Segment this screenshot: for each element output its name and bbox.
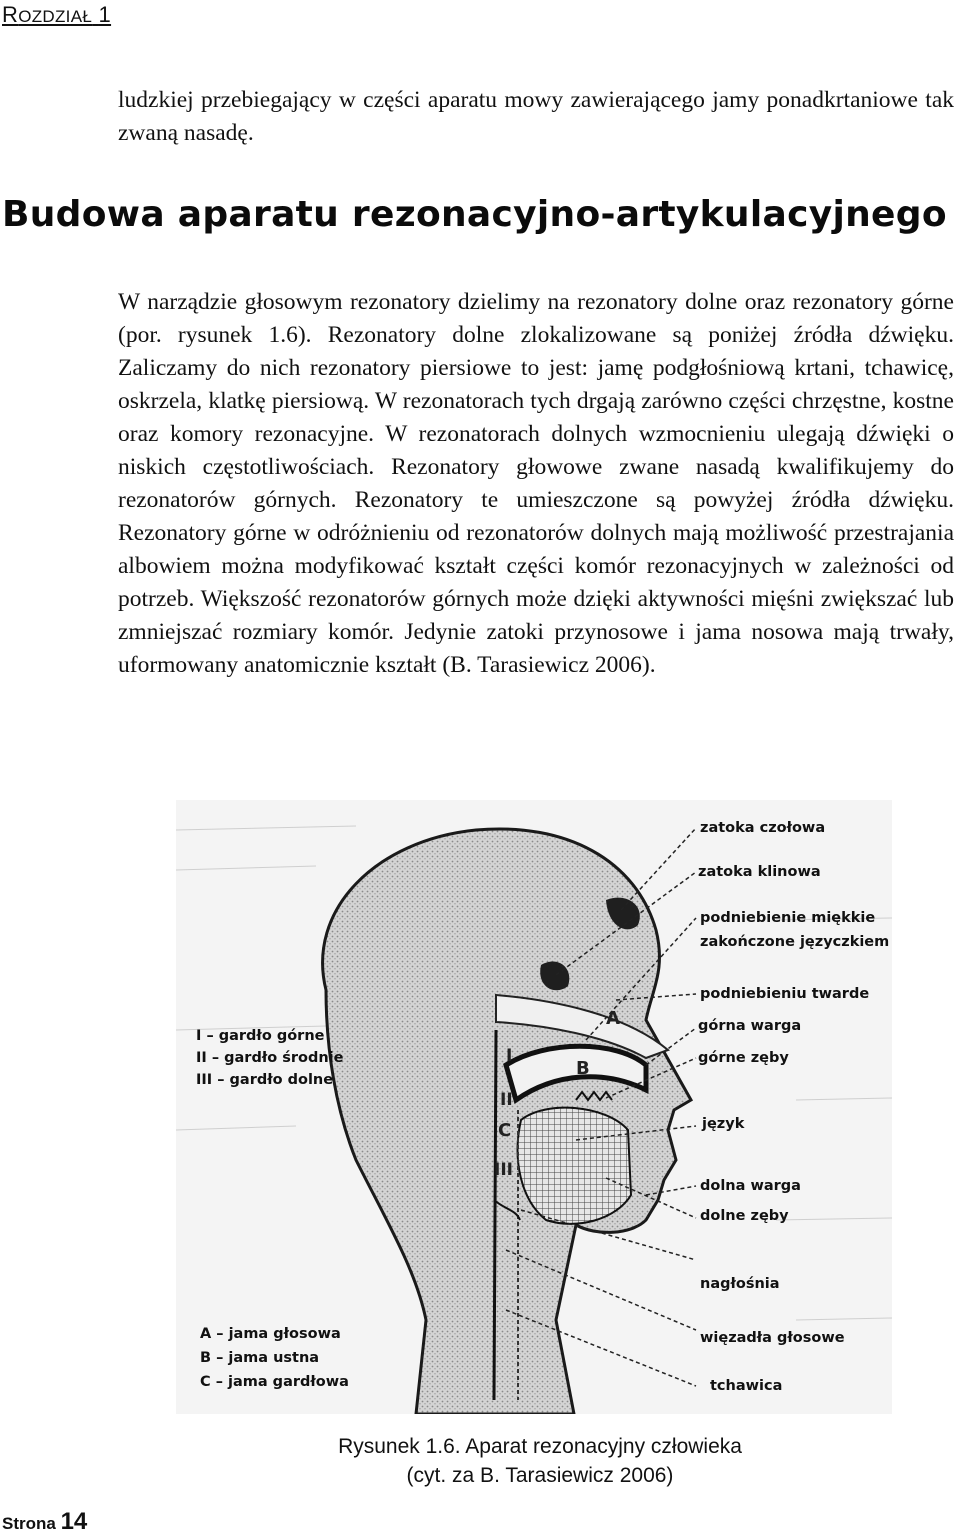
label-frontal-sinus: zatoka czołowa [700,820,826,836]
chapter-number: 1 [98,2,112,27]
legend-lower-pharynx: III – gardło dolne [196,1072,334,1088]
chapter-header [2,2,111,28]
body-paragraph: W narządzie głosowym rezonatory dzielimy na rezonatory dolne oraz rezonatory górne (por. rysunek 1.6). Rezonatory dolne zlokalizowane są poniżej źródła dźwięku. Zaliczamy do nich rezonatory piersiowe to jest: jamę podgłośniową krtani, tchawicę, oskrzela, klatkę piersiową. W rezonatorach tych drgają zarówno części chrzęstne, kostne oraz komory rezonacyjne. W rezonatorach dolnych wzmocnieniu ulegają dźwięki o niskich częstotliwościach. Rezonatory głowowe zwane nasadą kwalifikujemy do rezonatorów górnych. Rezonatory te umieszczone są powyżej źródła dźwięku. Rezonatory górne w odróżnieniu od rezonatorów dolnych mają możliwość przestrajania albowiem można modyfikować kształt części komór rezonacyjnych w zależności od potrzeb. Większość rezonatorów górnych może dzięki aktywności mięśni zwiększać lub zmniejszać rozmiary komór. Jedynie zatoki przynosowe i jama nosowa mają trwały, uformowany anatomicznie kształt (B. Tarasiewicz 2006). [118,289,954,678]
label-epiglottis: nagłośnia [700,1276,780,1292]
page-footer [2,1508,87,1536]
mark-letter-a: A [606,1008,620,1029]
label-upper-lip: górna warga [698,1018,802,1034]
section-heading: Budowa aparatu rezonacyjno-artykulacyjnego [2,194,947,235]
legend-cavity-b: B – jama ustna [200,1350,320,1366]
label-tongue: język [702,1116,745,1132]
label-sphenoid-sinus: zatoka klinowa [698,864,821,880]
legend-middle-pharynx: II – gardło środnie [196,1050,344,1066]
label-uvula: zakończone języczkiem [700,934,890,950]
mark-roman-2: II [500,1090,513,1110]
label-vocal-folds: więzadła głosowe [700,1330,845,1346]
mark-roman-1: I [506,1046,513,1066]
mark-letter-b: B [576,1058,590,1079]
label-upper-teeth: górne zęby [698,1050,789,1066]
label-lower-teeth: dolne zęby [700,1208,789,1224]
page-label: Strona [2,1514,56,1533]
label-hard-palate: podniebieniu twarde [700,986,870,1002]
caption-title: Rysunek 1.6. Aparat rezonacyjny człowieka [338,1435,742,1458]
anatomy-figure [176,800,892,1414]
caption-source: (cyt. za B. Tarasiewicz 2006) [406,1464,674,1487]
chapter-cap: R [2,2,19,27]
intro-paragraph: ludzkiej przebiegający w części aparatu mowy zawierającego jamy ponadkrtaniowe tak zwaną nasadę. [118,87,954,146]
mark-roman-3: III [494,1160,513,1180]
legend-upper-pharynx: I – gardło górne [196,1028,325,1044]
head-cross-section-illustration [176,800,892,1414]
page-number: 14 [60,1508,88,1535]
mark-letter-c: C [498,1120,512,1141]
label-trachea: tchawica [710,1378,783,1394]
legend-cavity-a: A – jama głosowa [200,1326,341,1342]
label-lower-lip: dolna warga [700,1178,801,1194]
label-soft-palate: podniebienie miękkie [700,910,876,926]
chapter-label: OZDZIAŁ [18,7,93,26]
figure-caption [250,1432,830,1490]
legend-cavity-c: C – jama gardłowa [200,1374,349,1390]
